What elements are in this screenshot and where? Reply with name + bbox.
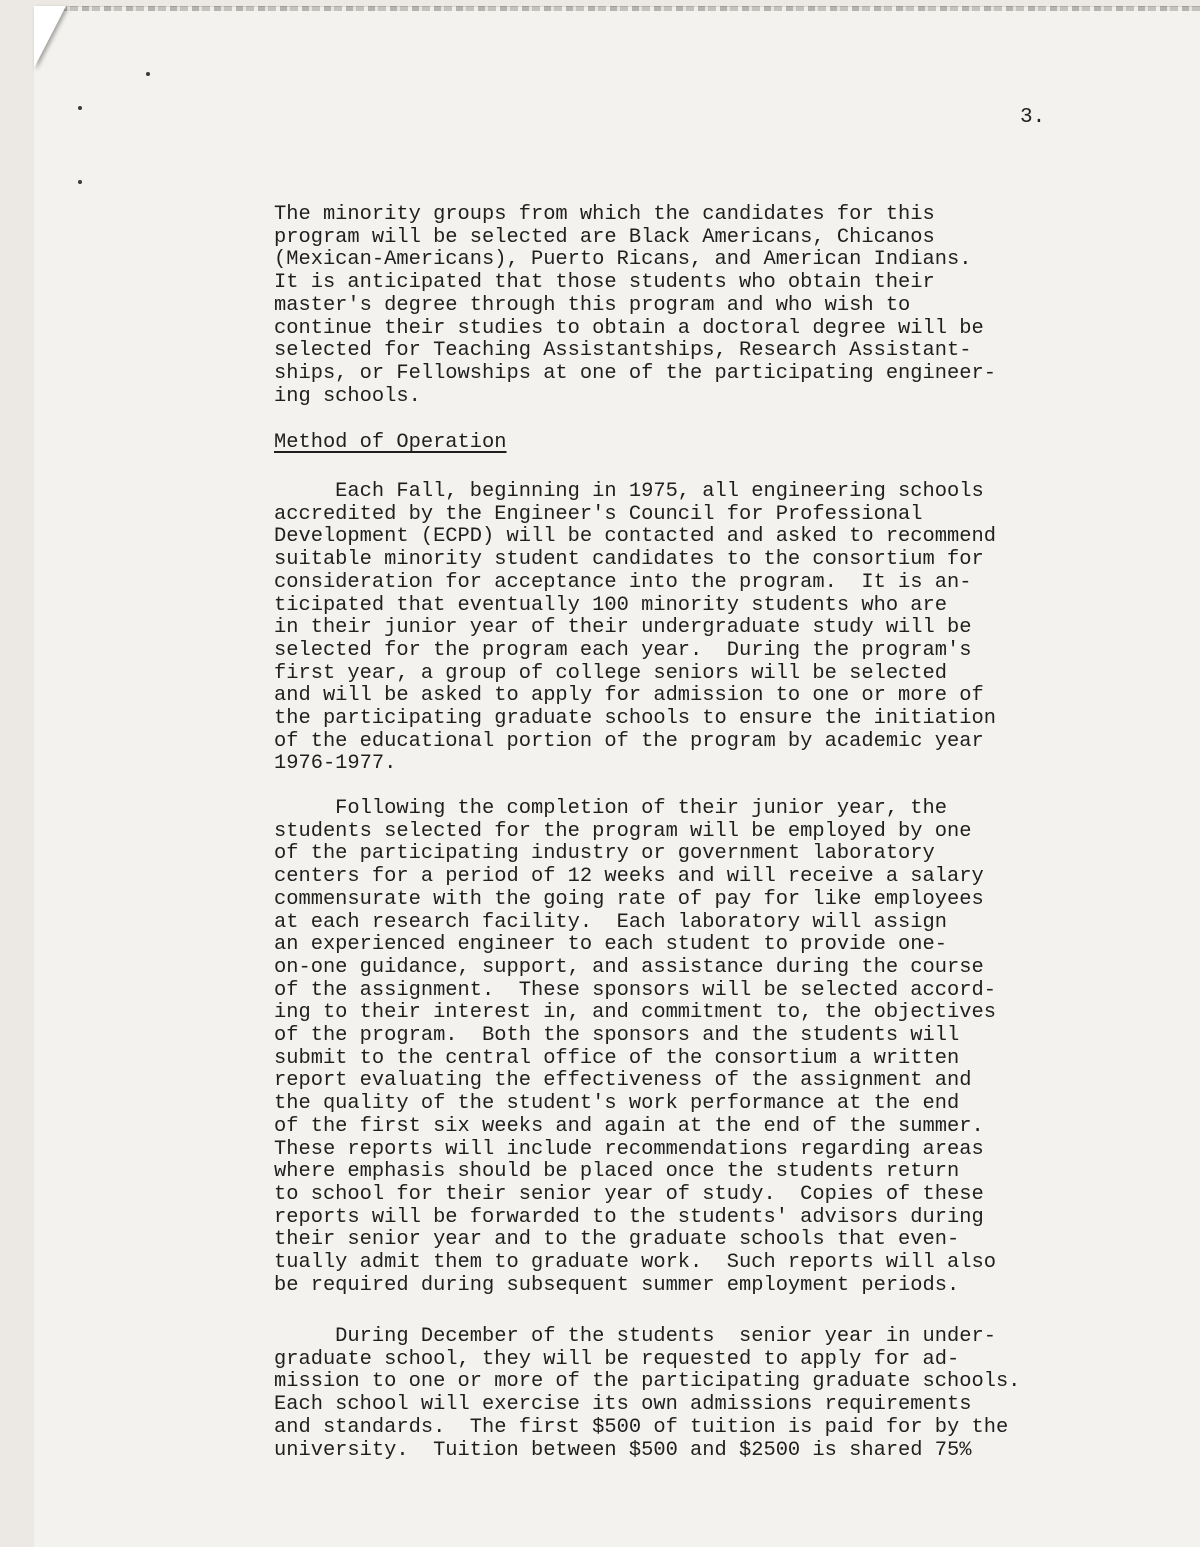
speck-mark (78, 180, 82, 184)
paragraph-minority-groups: The minority groups from which the candidates for this program will be selected are Black Americans, Chicanos (Mexican-Americans), Puerto Ricans, and American Indians. It is anticipated that those students who obtain their master's degree through this program and who wish to continue their studies to obtain a doctoral degree will be selected for Teaching Assistantships, Research Assistant- ships, or Fellowships at one of the participating engineer- ing schools. (274, 203, 996, 408)
speck-mark (146, 72, 150, 76)
paragraph-during-december: During December of the students senior year in under- graduate school, they will be requested to apply for ad- mission to one or more of the participating graduate schools. Each school will exercise its own admissions requirements and standards. The first $500 of tuition is paid for by the university. Tuition between $500 and $2500 is shared 75% (274, 1325, 1021, 1462)
folded-corner (34, 6, 66, 68)
section-heading: Method of Operation (274, 431, 507, 454)
paragraph-following-completion: Following the completion of their junior year, the students selected for the program will be employed by one of the participating industry or government laboratory centers for a period of 12 weeks and will receive a salary commensurate with the going rate of pay for like employees at each research facility. Each laboratory will assign an experienced engineer to each student to provide one- on-one guidance, support, and assistance during the course of the assignment. These sponsors will be selected accord- ing to their interest in, and commitment to, the objectives of the program. Both the sponsors and the students will submit to the central office of the consortium a written report evaluating the effectiveness of the assignment and the quality of the student's work performance at the end of the first six weeks and again at the end of the summer. These reports will include recommendations regarding areas where emphasis should be placed once the students return to school for their senior year of study. Copies of these reports will be forwarded to the students' advisors during their senior year and to the graduate schools that even- tually admit them to graduate work. Such reports will also be required during subsequent summer employment periods. (274, 797, 996, 1297)
page-top-edge (60, 6, 1200, 11)
paragraph-each-fall: Each Fall, beginning in 1975, all engineering schools accredited by the Engineer's Council for Professional Development (ECPD) will be contacted and asked to recommend suitable minority student candidates to the consortium for consideration for acceptance into the program. It is an- ticipated that eventually 100 minority students who are in their junior year of their undergraduate study will be selected for the program each year. During the program's first year, a group of college seniors will be selected and will be asked to apply for admission to one or more of the participating graduate schools to ensure the initiation of the educational portion of the program by academic year 1976-1977. (274, 480, 996, 776)
page-number: 3. (1020, 106, 1046, 129)
speck-mark (78, 106, 82, 110)
